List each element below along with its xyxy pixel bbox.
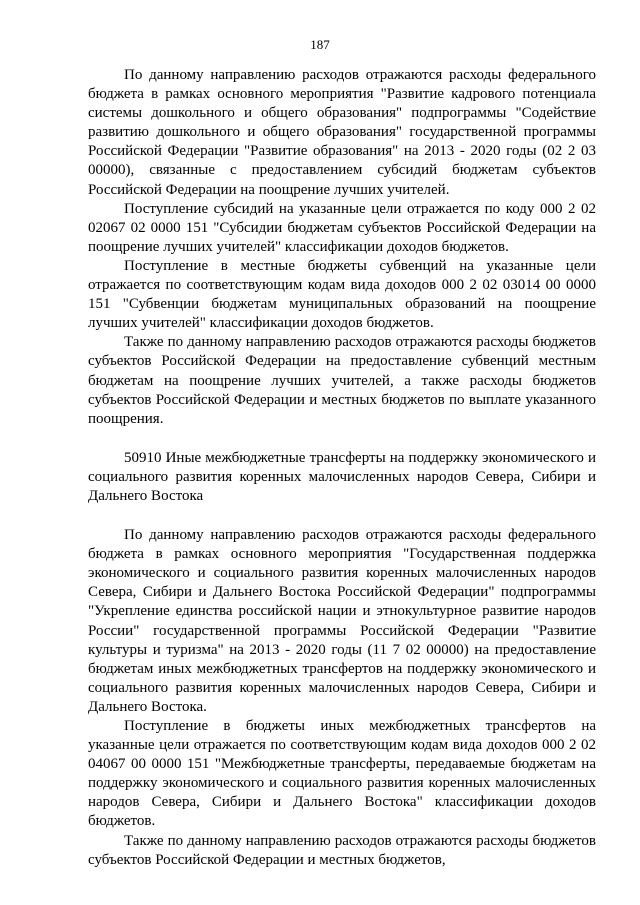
paragraph: По данному направлению расходов отражаются расходы федерального бюджета в рамках основного мероприятия "Развитие кадрового потенциала системы дошкольного и общего образования" подпрограммы "Содействие развитию дошкольного и общего образования" государственной программы Российской Федерации "Развитие образования" на 2013 - 2020 годы (02 2 03 00000), связанные с предоставлением субсидий бюджетам субъектов Российской Федерации на поощрение лучших учителей. xyxy=(88,67,596,198)
paragraph: Поступление в местные бюджеты субвенций на указанные цели отражается по соответствующим кодам вида доходов 000 2 02 03014 00 0000 151 "Субвенции бюджетам муниципальных образований на поощрение лучших учителей" классификации доходов бюджетов. xyxy=(88,257,596,332)
page-body xyxy=(88,66,596,870)
paragraph: Поступление в бюджеты иных межбюджетных трансфертов на указанные цели отражается по соответствующим кодам вида доходов 000 2 02 04067 00 0000 151 "Межбюджетные трансферты, передаваемые бюджетам на поддержку экономического и социального развития коренных малочисленных народов Севера, Сибири и Дальнего Востока" классификации доходов бюджетов. xyxy=(88,718,596,830)
paragraph: Также по данному направлению расходов отражаются расходы бюджетов субъектов Российской Федерации на предоставление субвенций местным бюджетам на поощрение лучших учителей, а также расходы бюджетов субъектов Российской Федерации и местных бюджетов по выплате указанного поощрения. xyxy=(88,334,596,427)
paragraph: Поступление субсидий на указанные цели отражается по коду 000 2 02 02067 02 0000 151 "Субсидии бюджетам субъектов Российской Федерации на поощрение лучших учителей" классификации доходов бюджетов. xyxy=(88,200,596,255)
paragraph: Также по данному направлению расходов отражаются расходы бюджетов субъектов Российской Федерации и местных бюджетов, xyxy=(88,832,596,868)
page-number: 187 xyxy=(310,37,330,52)
paragraph: По данному направлению расходов отражаются расходы федерального бюджета в рамках основного мероприятия "Государственная поддержка экономического и социального развития коренных малочисленных народов Севера, Сибири и Дальнего Востока Российской Федерации" подпрограммы "Укрепление единства российской нации и этнокультурное развитие народов России" государственной программы Российской Федерации "Развитие культуры и туризма" на 2013 - 2020 годы (11 7 02 00000) на предоставление бюджетам иных межбюджетных трансфертов на поддержку экономического и социального развития коренных малочисленных народов Севера, Сибири и Дальнего Востока. xyxy=(88,527,596,715)
section-heading: 50910 Иные межбюджетные трансферты на поддержку экономического и социального развития коренных малочисленных народов Севера, Сибири и Дальнего Востока xyxy=(88,449,596,504)
